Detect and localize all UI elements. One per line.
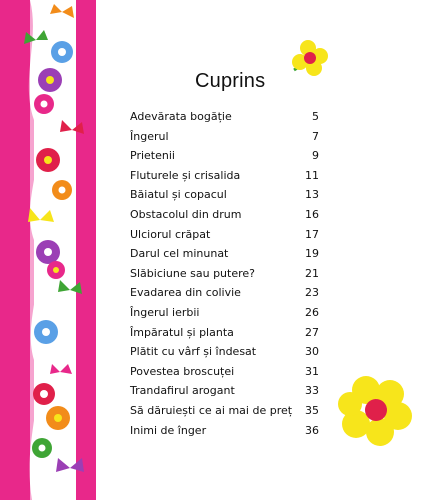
- toc-entry[interactable]: [130, 342, 319, 362]
- daisy-icon: [36, 148, 60, 172]
- toc-entry-title: Prietenii: [130, 149, 175, 163]
- daisy-icon: [33, 383, 55, 405]
- daisy-icon: [46, 406, 70, 430]
- daisy-icon: [47, 261, 65, 279]
- toc-entry[interactable]: [130, 283, 319, 303]
- daisy-icon: [36, 240, 60, 264]
- toc-entry-title: Îngerul: [130, 129, 169, 143]
- toc-entry[interactable]: [130, 303, 319, 323]
- toc-entry-page: 36: [305, 423, 319, 437]
- toc-entry-page: 7: [312, 129, 319, 143]
- toc-entry-title: Slăbiciune sau putere?: [130, 266, 255, 280]
- daisy-icon: [32, 438, 52, 458]
- toc-entry-page: 13: [305, 188, 319, 202]
- daisy-icon: [51, 41, 73, 63]
- toc-entry-title: Plătit cu vârf și îndesat: [130, 345, 257, 359]
- toc-entry-page: 21: [305, 266, 319, 280]
- toc-entry-title: Ulciorul crăpat: [130, 227, 211, 241]
- toc-entry-page: 9: [312, 149, 319, 163]
- daisy-icon: [34, 94, 54, 114]
- toc-entry-page: 35: [305, 403, 319, 417]
- toc-entry-page: 19: [305, 247, 319, 261]
- toc-entry-page: 27: [305, 325, 319, 339]
- flower-icon: [338, 376, 412, 446]
- toc-entry-title: Inimi de înger: [130, 423, 207, 437]
- daisy-icon: [34, 320, 58, 344]
- toc-entry-title: Povestea broscuței: [130, 364, 235, 378]
- toc-entry[interactable]: [130, 166, 319, 186]
- toc-entry[interactable]: [130, 185, 319, 205]
- toc-entry-page: 17: [305, 227, 319, 241]
- toc-entry-title: Băiatul și copacul: [130, 188, 227, 202]
- daisy-icon: [52, 180, 72, 200]
- flower-icon: [288, 38, 334, 78]
- toc-entry-page: 16: [305, 207, 319, 221]
- toc-entry-page: 5: [312, 110, 319, 123]
- toc-entry-title: Obstacolul din drum: [130, 207, 242, 221]
- toc-entry-page: 30: [305, 345, 319, 359]
- toc-entry[interactable]: [130, 421, 319, 441]
- toc-entry-page: 23: [305, 286, 319, 300]
- toc-entry[interactable]: [130, 381, 319, 401]
- toc-entry[interactable]: [130, 264, 319, 284]
- toc-entry-page: 26: [305, 305, 319, 319]
- toc-entry[interactable]: [130, 362, 319, 382]
- toc-entry-title: Darul cel minunat: [130, 247, 229, 261]
- toc-entry[interactable]: [130, 323, 319, 343]
- floral-border: [0, 0, 96, 500]
- toc-entry[interactable]: [130, 244, 319, 264]
- toc-entry-title: Fluturele și crisalida: [130, 168, 241, 182]
- toc-entry-page: 11: [305, 168, 319, 182]
- toc-entry-title: Evadarea din colivie: [130, 286, 241, 300]
- toc-entry-title: Să dăruiești ce ai mai de preț: [130, 403, 293, 417]
- toc-entry[interactable]: [130, 107, 319, 127]
- page-title: Cuprins: [195, 70, 266, 92]
- toc-entry[interactable]: [130, 205, 319, 225]
- toc-entry[interactable]: [130, 146, 319, 166]
- daisy-icon: [38, 68, 62, 92]
- toc-entry-page: 33: [305, 384, 319, 398]
- toc-entry-title: Trandafirul arogant: [130, 384, 235, 398]
- toc-entry[interactable]: [130, 225, 319, 245]
- toc-entry[interactable]: [130, 127, 319, 147]
- toc-entry-page: 31: [305, 364, 319, 378]
- toc-entry-title: Îngerul ierbii: [130, 305, 200, 319]
- toc-entry[interactable]: [130, 401, 319, 421]
- toc-entry-title: Adevărata bogăție: [130, 110, 232, 123]
- toc-entry-title: Împăratul și planta: [130, 325, 234, 339]
- toc-list: [130, 107, 319, 440]
